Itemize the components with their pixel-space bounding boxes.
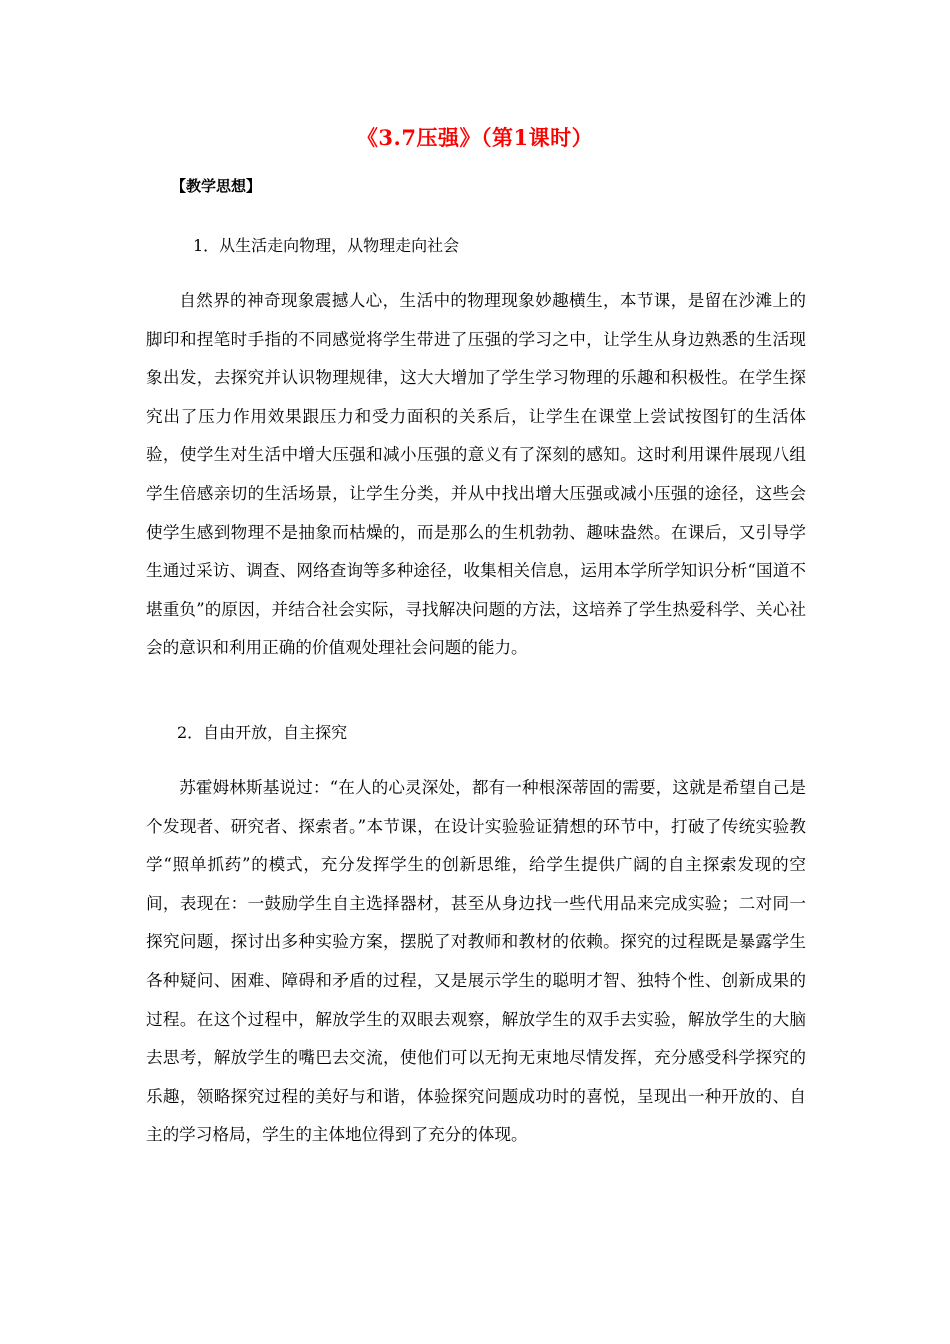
paragraph-1: 自然界的神奇现象震撼人心，生活中的物理现象妙趣横生，本节课，是留在沙滩上的脚印和捏笔时手指的不同感觉将学生带进了压强的学习之中，让学生从身边熟悉的生活现象出发，去探究并认识物理规律，这大大增加了学生学习物理的乐趣和积极性。在学生探究出了压力作用效果跟压力和受力面积的关系后，让学生在课堂上尝试按图钉的生活体验，使学生对生活中增大压强和减小压强的意义有了深刻的感知。这时利用课件展现八组学生倍感亲切的生活场景，让学生分类，并从中找出增大压强或减小压强的途径，这些会使学生感到物理不是抽象而枯燥的，而是那么的生机勃勃、趣味盎然。在课后，又引导学生通过采访、调查、网络查询等多种途径，收集相关信息，运用本学所学知识分析“国道不堪重负”的原因，并结合社会实际，寻找解决问题的方法，这培养了学生热爱科学、关心社会的意识和利用正确的价值观处理社会问题的能力。 — [146, 291, 806, 658]
document-title: 《3.7压强》（第1课时） — [356, 125, 594, 150]
paragraph-2: 苏霍姆林斯基说过：“在人的心灵深处，都有一种根深蒂固的需要，这就是希望自己是个发现者、研究者、探索者。”本节课，在设计实验验证猜想的环节中，打破了传统实验教学“照单抓药”的模式，充分发挥学生的创新思维，给学生提供广阔的自主探索发现的空间，表现在：一鼓励学生自主选择器材，甚至从身边找一些代用品来完成实验；二对同一探究问题，探讨出多种实验方案，摆脱了对教师和教材的依赖。探究的过程既是暴露学生各种疑问、困难、障碍和矛盾的过程，又是展示学生的聪明才智、独特个性、创新成果的过程。在这个过程中，解放学生的双眼去观察，解放学生的双手去实验，解放学生的大脑去思考，解放学生的嘴巴去交流，使他们可以无拘无束地尽情发挥，充分感受科学探究的乐趣，领略探究过程的美好与和谐，体验探究问题成功时的喜悦，呈现出一种开放的、自主的学习格局，学生的主体地位得到了充分的体现。 — [146, 778, 806, 1145]
point-heading-2: 2．自由开放，自主探究 — [177, 723, 348, 742]
point-heading-1: 1．从生活走向物理，从物理走向社会 — [193, 236, 460, 255]
section-heading: 【教学思想】 — [171, 177, 262, 195]
